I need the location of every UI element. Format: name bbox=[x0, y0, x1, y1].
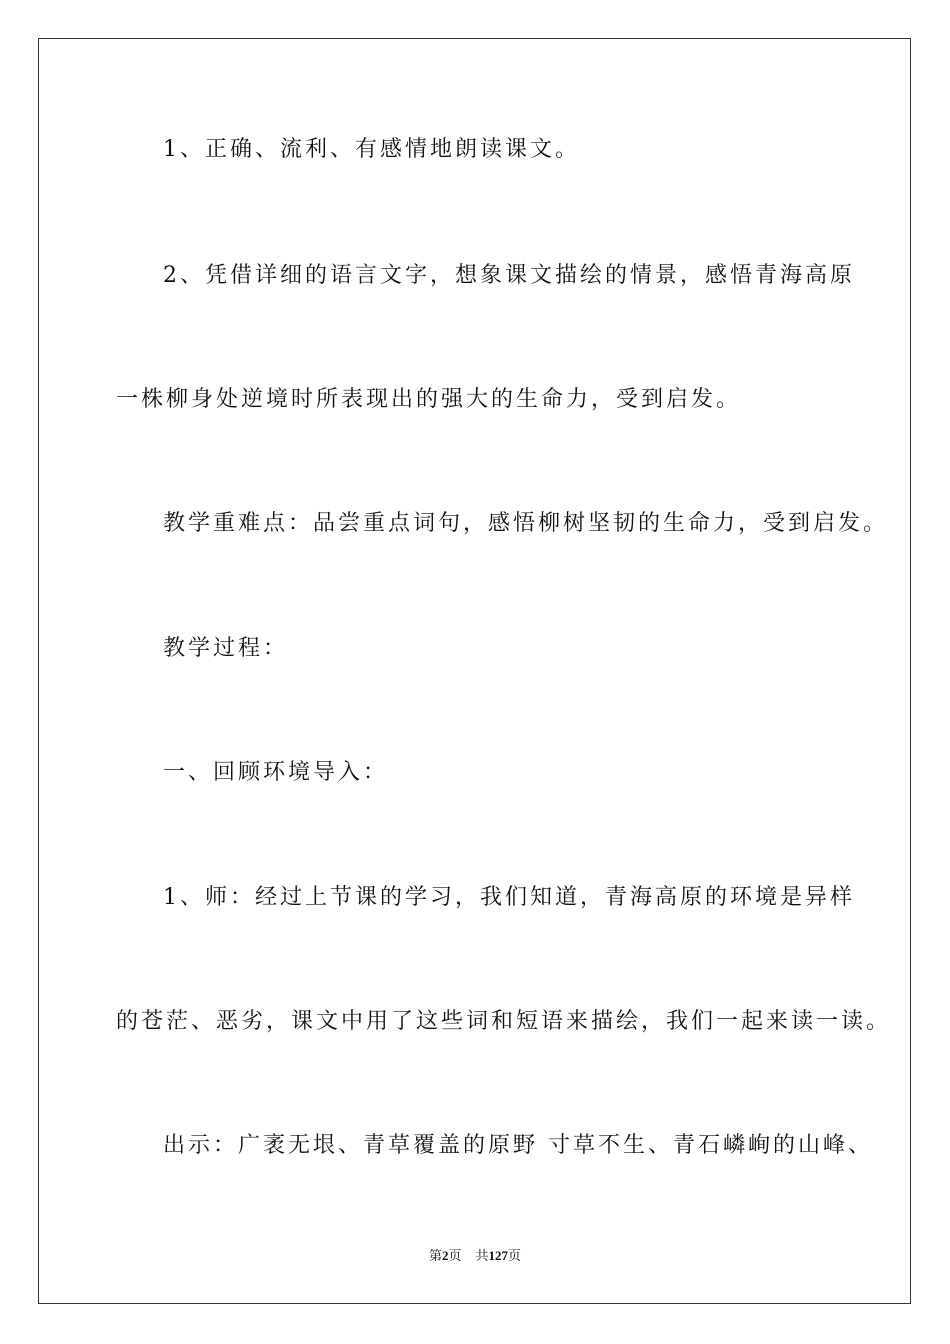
paragraph-line-8: 的苍茫、恶劣，课文中用了这些词和短语来描绘，我们一起来读一读。 bbox=[116, 1009, 892, 1034]
paragraph-line-9: 出示：广袤无垠、青草覆盖的原野 寸草不生、青石嶙峋的山峰、 bbox=[163, 1133, 873, 1158]
footer-total-suffix: 页 bbox=[508, 1248, 522, 1263]
paragraph-line-4: 教学重难点：品尝重点词句，感悟柳树坚韧的生命力，受到启发。 bbox=[163, 511, 889, 536]
footer-total-pages: 127 bbox=[488, 1248, 509, 1263]
paragraph-line-6: 一、回顾环境导入： bbox=[163, 760, 389, 785]
footer-page-number: 2 bbox=[441, 1248, 449, 1263]
footer-page-suffix: 页 bbox=[448, 1248, 462, 1263]
paragraph-line-5: 教学过程： bbox=[163, 636, 289, 661]
paragraph-line-2: 2、凭借详细的语言文字，想象课文描绘的情景，感悟青海高原 bbox=[163, 263, 855, 288]
footer-total-prefix: 共 bbox=[475, 1248, 489, 1263]
paragraph-line-1: 1、正确、流利、有感情地朗读课文。 bbox=[163, 137, 580, 162]
paragraph-line-7: 1、师：经过上节课的学习，我们知道，青海高原的环境是异样 bbox=[163, 885, 855, 910]
page-frame bbox=[38, 38, 911, 1304]
paragraph-line-3: 一株柳身处逆境时所表现出的强大的生命力，受到启发。 bbox=[116, 387, 742, 412]
page-footer bbox=[0, 1247, 950, 1265]
footer-page-prefix: 第 bbox=[428, 1248, 442, 1263]
